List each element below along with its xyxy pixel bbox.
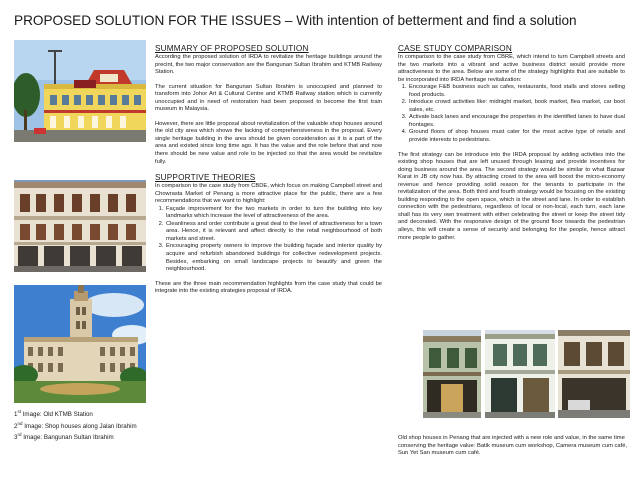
old-ktmb-station-photo: [14, 40, 146, 142]
penang-shophouse-camera-photo: [485, 330, 555, 418]
case-study-paragraph-2: The first strategy can be introduce into the IRDA proposal by adding activities into the existing shop houses that are left unused through leasing and provide incentives for doing business around the area. The second strategy would be similar to what Bazaar Karat in JB city now has. By attracting crowd to the area will boost the micro-economy revenue and hence providing solid reason for the tenants to participate in the revitalization of the area. Both third and fourth strategy would be focusing on the existing building responding to the open space, which is the street and lane. In order to establish connection with the pedestrians, regardless of local or non-local, each turn, each lane shall has its very own treatment with either celebrating the street or keep the street tidy and decorated. With the responsive design of the ground floor towards the pedestrian alleys, this will create a sense of security and belonging for the people, hence attract more people to gather.: [398, 151, 625, 241]
supportive-heading: SUPPORTIVE THEORIES: [155, 173, 256, 183]
penang-shophouse-museum-photo: [558, 330, 630, 418]
bangunan-sultan-ibrahim-photo: [14, 285, 146, 403]
supportive-list: [155, 206, 382, 274]
left-captions: [14, 408, 144, 443]
list-item: 3. Encouraging property owners to improve the building façade and interior quality by acquire and refurbish abandoned buildings for collective redevelopment projects. Besides, embarking on small landscape projects to beautify and green the neighbourhood.: [165, 243, 382, 273]
list-item: 2. Introduce crowd activities like: midnight market, book market, flea market, car boot sales, etc.: [408, 99, 625, 114]
case-study-intro: In comparison to the case study from CBRE, which intend to turn Campbell streets and the two markets into a vibrant and active business district would provide more attractiveness to the area. Below are some of the strategy highlights that are suitable to be incorporated into IRDA heritage revitalization:: [398, 54, 625, 83]
middle-column: [155, 44, 382, 296]
summary-paragraph-3: However, there are little proposal about revitalization of the valuable shop houses around the old city area which shows the lacking of comprehensiveness in the proposal. Every single heritage building in the area should be given consideration as it is a part of the area and existed since long time ago. It has the value and the role before that and now there should be new value and role to be injected so that the area would be revitalize fully.: [155, 120, 382, 165]
summary-paragraph-2: The current situation for Bangunan Sultan Ibrahim is unoccupied and planned to transform into Johor Art & Cultural Centre and KTMB Railway station which is currently unoccupied and in need of restoration had been proposed to become the first train museum in Malaysia.: [155, 83, 382, 113]
summary-paragraph-1: According the proposed solution of IRDA to revitalize the heritage buildings around the precint, the two major conservation are the Bangunan Sultan Ibrahim and KTMB Railway Station.: [155, 54, 382, 76]
list-item: 1. Façade improvement for the two markets in order to turn the building into key landmarks which increase the level of attractiveness of the area.: [165, 206, 382, 221]
page-title: PROPOSED SOLUTION FOR THE ISSUES – With intention of betterment and find a solution: [14, 13, 577, 28]
penang-shophouse-batik-photo: [423, 330, 481, 418]
caption-2: 2nd Image: Shop houses along Jalan Ibrahim: [14, 420, 137, 430]
summary-heading: SUMMARY OF PROPOSED SOLUTION: [155, 44, 309, 53]
list-item: 3. Activate back lanes and encourage the properties in the identified lanes to have dual frontages.: [408, 114, 625, 129]
list-item: 2. Cleanliness and order contribute a great deal to the level of attractiveness for a town area. Hence, it is relevant and affect directly to the retail neighbourhood of both markets and street.: [165, 221, 382, 244]
list-item: 4. Ground floors of shop houses must cater for the most active type of retails and provide interests to pedestrians.: [408, 129, 625, 144]
supportive-intro: In comparison to the case study from CBDE, which focus on making Campbell street and Chowrasta Market of Penang a more attractive place for the public, there are a few recommendations that we want to highlight:: [155, 183, 382, 205]
supportive-closing: These are the three main recommendation highlights from the case study that could be integrate into the existing strategies proposal of IRDA.: [155, 280, 382, 295]
right-photos-caption: Old shop houses in Penang that are injected with a new role and value, in the same time conserving the heritage value: Batik museum cum workshop, Camera museum cum café, Sun Yet San museum cum café.: [398, 435, 628, 457]
caption-3: 3rd Image: Bangunan Sultan Ibrahim: [14, 432, 114, 442]
right-column: [398, 44, 625, 242]
jalan-ibrahim-shophouses-photo: [14, 180, 146, 272]
caption-1: 1st Image: Old KTMB Station: [14, 409, 93, 419]
case-study-list: [398, 84, 625, 144]
case-study-heading: CASE STUDY COMPARISON: [398, 44, 512, 53]
list-item: 1. Encourage F&B business such as cafes, restaurants, food stalls and stores selling food products.: [408, 84, 625, 99]
